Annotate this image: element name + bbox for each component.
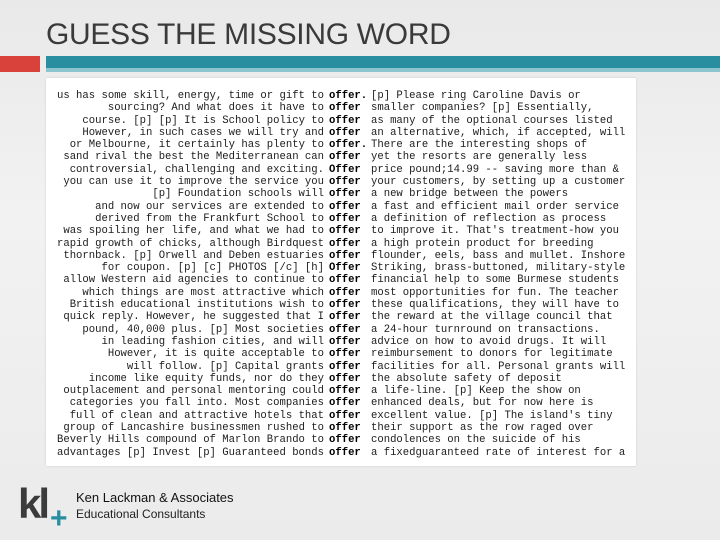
keyword: offer. [329, 139, 368, 152]
keyword: offer [329, 360, 361, 373]
left-context: advantages [p] Invest [p] Guaranteed bonds [56, 446, 324, 459]
keyword: offer [329, 397, 361, 410]
right-context: advice on how to avoid drugs. It will [371, 335, 607, 348]
left-context: or Melbourne, it certainly has plenty to [69, 139, 324, 152]
left-context: full of clean and attractive hotels that [69, 409, 324, 422]
keyword: offer [329, 102, 361, 115]
concordance-panel [46, 78, 636, 466]
left-context: you can use it to improve the service you [63, 176, 324, 189]
concordance-line [46, 447, 636, 459]
right-context: a new bridge between the powers [371, 188, 569, 201]
keyword: offer. [329, 90, 368, 102]
left-context: pound, 40,000 plus. [p] Most societies [82, 323, 324, 336]
left-context: for coupon. [p] [c] PHOTOS [/c] [h] [101, 262, 324, 275]
right-context: condolences on the suicide of his [371, 434, 581, 447]
right-context: your customers, by setting up a customer [371, 176, 626, 189]
left-context: rapid growth of chicks, although Birdquest [56, 237, 324, 250]
right-context: a fixedguaranteed rate of interest for a [371, 446, 626, 459]
right-context: a life-line. [p] Keep the show on [371, 385, 581, 398]
keyword: offer [329, 249, 361, 262]
right-context: a high protein product for breeding [371, 237, 594, 250]
keyword: offer [329, 286, 361, 299]
keyword: offer [329, 225, 361, 238]
concordance-line [46, 139, 636, 151]
right-context: [p] Please ring Caroline Davis or [371, 90, 581, 102]
left-context: in leading fashion cities, and will [101, 335, 324, 348]
concordance-line [46, 188, 636, 200]
right-context: to improve it. That's treatment-how you [371, 225, 619, 238]
right-context: a 24-hour turnround on transactions. [371, 323, 600, 336]
left-context: derived from the Frankfurt School to [95, 212, 324, 225]
right-context: their support as the row raged over [371, 422, 594, 435]
keyword: offer [329, 200, 361, 213]
accent-bar-blue [46, 56, 720, 72]
right-context: price pound;14.99 -- saving more than & [371, 163, 619, 176]
keyword: offer [329, 409, 361, 422]
concordance-line [46, 127, 636, 139]
right-context: the absolute safety of deposit [371, 372, 562, 385]
concordance-line [46, 238, 636, 250]
keyword: offer [329, 188, 361, 201]
concordance-line [46, 422, 636, 434]
concordance-line [46, 151, 636, 163]
concordance-line [46, 373, 636, 385]
right-context: a definition of reflection as process [371, 212, 607, 225]
keyword: offer [329, 237, 361, 250]
left-context: and now our services are extended to [95, 200, 324, 213]
concordance-line [46, 410, 636, 422]
concordance-line [46, 176, 636, 188]
left-context: outplacement and personal mentoring could [63, 385, 324, 398]
logo-letters: kl [18, 480, 48, 527]
keyword: offer [329, 348, 361, 361]
concordance-line [46, 299, 636, 311]
right-context: as many of the optional courses listed [371, 114, 613, 127]
concordance-line [46, 201, 636, 213]
left-context: Beverly Hills compound of Marlon Brando to [56, 434, 324, 447]
concordance-line [46, 336, 636, 348]
left-context: allow Western aid agencies to continue to [63, 274, 324, 287]
logo-plus-icon: + [50, 502, 68, 535]
right-context: enhanced deals, but for now here is [371, 397, 594, 410]
concordance-line [46, 115, 636, 127]
keyword: offer [329, 323, 361, 336]
left-context: income like equity funds, nor do they [88, 372, 324, 385]
concordance-line [46, 348, 636, 360]
keyword: offer [329, 434, 361, 447]
right-context: There are the interesting shops of [371, 139, 588, 152]
concordance-line [46, 397, 636, 409]
right-context: most opportunities for fun. The teacher [371, 286, 619, 299]
concordance-line [46, 434, 636, 446]
right-context: excellent value. [p] The island's tiny [371, 409, 613, 422]
concordance-line [46, 274, 636, 286]
right-context: smaller companies? [p] Essentially, [371, 102, 594, 115]
company-logo [18, 480, 76, 535]
right-context: Striking, brass-buttoned, military-style [371, 262, 626, 275]
slide-title: GUESS THE MISSING WORD [46, 18, 451, 51]
company-name: Ken Lackman & Associates [76, 490, 234, 505]
concordance-line [46, 225, 636, 237]
keyword: offer [329, 176, 361, 189]
left-context: categories you fall into. Most companies [69, 397, 324, 410]
keyword: offer [329, 385, 361, 398]
keyword: offer [329, 311, 361, 324]
left-context: sourcing? And what does it have to [107, 102, 324, 115]
right-context: an alternative, which, if accepted, will [371, 126, 626, 139]
left-context: However, it is quite acceptable to [107, 348, 324, 361]
right-context: a fast and efficient mail order service [371, 200, 619, 213]
left-context: However, in such cases we will try and [82, 126, 324, 139]
keyword: offer [329, 446, 361, 459]
left-context: group of Lancashire businessmen rushed to [63, 422, 324, 435]
accent-bar-red [0, 56, 40, 72]
keyword: offer [329, 422, 361, 435]
left-context: thornback. [p] Orwell and Deben estuaries [63, 249, 324, 262]
concordance-line [46, 361, 636, 373]
company-tagline: Educational Consultants [76, 507, 206, 521]
keyword: offer [329, 274, 361, 287]
concordance-line [46, 90, 636, 102]
right-context: reimbursement to donors for legitimate [371, 348, 613, 361]
keyword: offer [329, 299, 361, 312]
left-context: was spoiling her life, and what we had to [63, 225, 324, 238]
concordance-line [46, 287, 636, 299]
concordance-line [46, 311, 636, 323]
concordance-line [46, 102, 636, 114]
concordance-line [46, 250, 636, 262]
keyword: offer [329, 372, 361, 385]
right-context: the reward at the village council that [371, 311, 613, 324]
concordance-lines [46, 90, 636, 459]
left-context: British educational institutions wish to [69, 299, 324, 312]
left-context: controversial, challenging and exciting. [69, 163, 324, 176]
right-context: yet the resorts are generally less [371, 151, 588, 164]
keyword: offer [329, 212, 361, 225]
concordance-line [46, 213, 636, 225]
left-context: sand rival the best the Mediterranean can [63, 151, 324, 164]
keyword: Offer [329, 262, 361, 275]
left-context: [p] Foundation schools will [152, 188, 324, 201]
left-context: quick reply. However, he suggested that I [63, 311, 324, 324]
concordance-line [46, 324, 636, 336]
concordance-line [46, 262, 636, 274]
left-context: which things are most attractive which [82, 286, 324, 299]
right-context: financial help to some Burmese students [371, 274, 619, 287]
right-context: facilities for all. Personal grants will [371, 360, 626, 373]
right-context: these qualifications, they will have to [371, 299, 619, 312]
keyword: offer [329, 335, 361, 348]
concordance-line [46, 385, 636, 397]
right-context: flounder, eels, bass and mullet. Inshore [371, 249, 626, 262]
keyword: Offer [329, 163, 361, 176]
left-context: course. [p] [p] It is School policy to [82, 114, 324, 127]
keyword: offer [329, 126, 361, 139]
left-context: will follow. [p] Capital grants [126, 360, 324, 373]
keyword: offer [329, 151, 361, 164]
keyword: offer [329, 114, 361, 127]
left-context: us has some skill, energy, time or gift to [56, 90, 324, 102]
concordance-line [46, 164, 636, 176]
